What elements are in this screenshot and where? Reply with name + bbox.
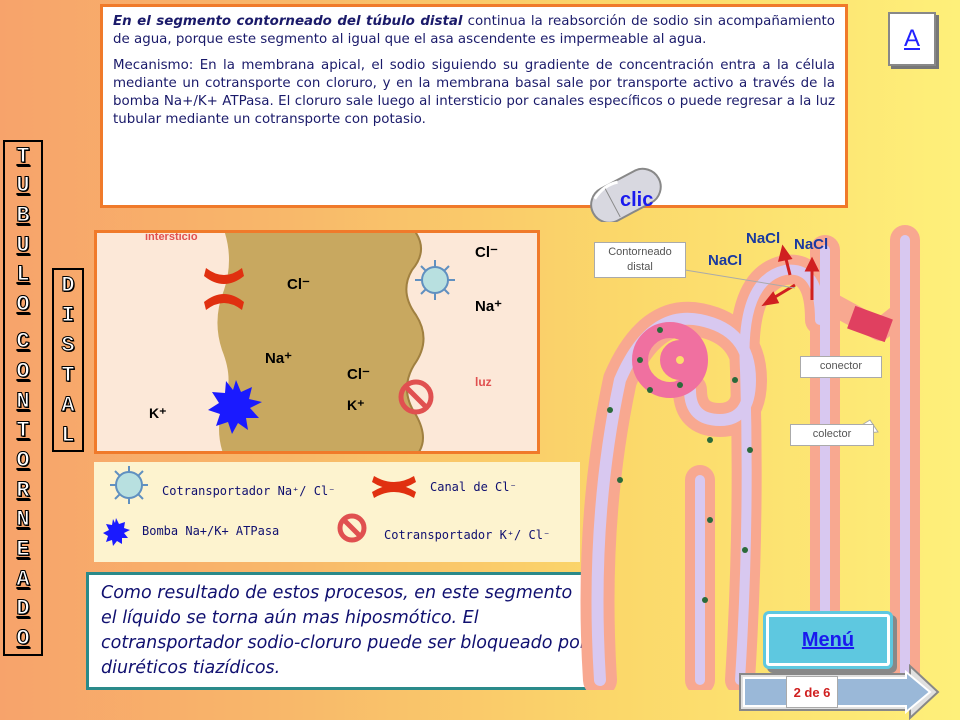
intro-rest: continua la reabsorción de sodio sin acompañamiento de agua, porque este segmento al igual que el asa ascendente es impermeable al agua. (113, 14, 835, 47)
side-title-letter: O (16, 625, 30, 651)
conclusion-text-box: Como resultado de estos procesos, en este segmento el líquido se torna aún mas hiposmótico. El cotransportador sodio-cloruro puede ser bloqueado por diuréticos tiazídicos. (86, 572, 604, 690)
side-title-letter: U (16, 232, 30, 258)
legend-k-cl-cotransporter-icon (340, 516, 364, 540)
side-subtitle-letter: L (61, 422, 75, 448)
cell-diagram (94, 230, 540, 454)
side-subtitle-letter: A (61, 392, 75, 418)
contorneado-distal-label: Contorneado distal (594, 242, 686, 278)
side-subtitle-letter: I (61, 302, 75, 328)
side-title-letter: O (16, 448, 30, 474)
luz-label: luz (475, 375, 492, 389)
k-ion-2: K⁺ (347, 397, 365, 413)
side-subtitle-letter: D (61, 272, 75, 298)
colector-label: colector (790, 424, 874, 446)
conector-label: conector (800, 356, 882, 378)
side-title-letter: A (16, 566, 30, 592)
side-title-letter: C (16, 329, 30, 355)
k-ion-1: K⁺ (149, 405, 167, 421)
legend-cl-channel-label: Canal de Cl⁻ (430, 480, 517, 494)
cl-ion-2: Cl⁻ (475, 244, 498, 261)
cl-ion-3: Cl⁻ (347, 366, 370, 383)
nacl-label-1: NaCl (746, 230, 781, 247)
intro-bold-phrase: En el segmento contorneado del túbulo distal (113, 14, 463, 29)
side-title-letter: O (16, 359, 30, 385)
side-title-letter: D (16, 596, 30, 622)
side-title-letter: B (16, 203, 30, 229)
a-link-button[interactable]: A (888, 12, 936, 66)
cl-ion-1: Cl⁻ (287, 276, 310, 293)
intro-text-box (100, 4, 848, 208)
legend-na-cl-label: Cotransportador Na⁺/ Cl⁻ (162, 484, 336, 498)
intro-paragraph (113, 13, 835, 49)
side-title-tubulo-contorneado (3, 140, 43, 656)
page-indicator: 2 de 6 (786, 676, 838, 708)
mechanism-paragraph: Mecanismo: En la membrana apical, el sodio siguiendo su gradiente de concentración entra a la célula mediante un cotransporte con cloruro, y en la membrana basal sale por transporte activo a través de la bomba Na+/K+ ATPasa. El cloruro sale luego al intersticio por canales específicos o puede regresar a la luz tubular mediante un cotransporte con potasio. (113, 58, 835, 127)
na-ion-1: Na⁺ (475, 298, 503, 315)
side-subtitle-distal (52, 268, 84, 452)
legend-pump-icon (103, 518, 130, 546)
na-ion-2: Na⁺ (265, 350, 293, 367)
nacl-label-3: NaCl (708, 252, 743, 269)
clic-label: clic (620, 189, 654, 211)
side-title-letter: L (16, 262, 30, 288)
side-title-letter: N (16, 507, 30, 533)
menu-button[interactable]: Menú (766, 614, 890, 666)
legend-pump-label: Bomba Na+/K+ ATPasa (142, 524, 280, 538)
side-subtitle-letter: S (61, 332, 75, 358)
intersticio-label: intersticio (145, 231, 198, 243)
legend (94, 462, 580, 562)
side-title-letter: N (16, 388, 30, 414)
side-subtitle-letter: T (61, 362, 75, 388)
side-title-letter: E (16, 537, 30, 563)
na-cl-cotransporter-icon (415, 260, 455, 300)
side-title-letter: T (16, 143, 30, 169)
side-title-letter: O (16, 292, 30, 318)
side-title-letter: R (16, 477, 30, 503)
legend-na-cl-cotransporter-icon (110, 466, 148, 504)
legend-cl-channel-icon (372, 476, 416, 498)
nacl-label-2: NaCl (794, 236, 829, 253)
clic-mouse-button[interactable] (580, 166, 670, 222)
side-title-letter: T (16, 418, 30, 444)
legend-icons (94, 462, 580, 562)
side-title-letter: U (16, 173, 30, 199)
legend-k-cl-label: Cotransportador K⁺/ Cl⁻ (384, 528, 551, 542)
